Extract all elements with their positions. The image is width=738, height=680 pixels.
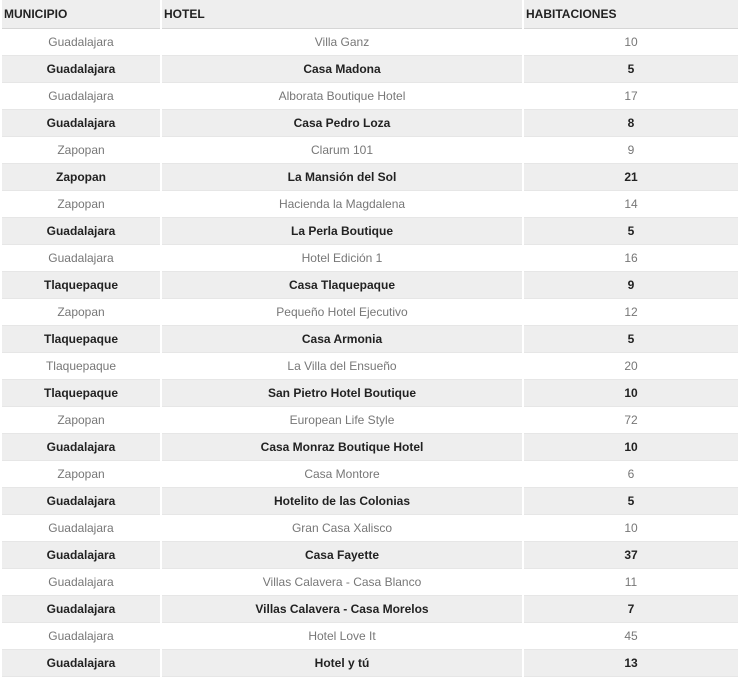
cell-hotel: Casa Armonia bbox=[162, 326, 522, 353]
cell-municipio: Tlaquepaque bbox=[2, 326, 160, 353]
cell-municipio: Guadalajara bbox=[2, 488, 160, 515]
cell-municipio: Zapopan bbox=[2, 407, 160, 434]
cell-habitaciones: 72 bbox=[524, 407, 738, 434]
cell-municipio: Guadalajara bbox=[2, 623, 160, 650]
cell-habitaciones: 10 bbox=[524, 29, 738, 56]
cell-habitaciones: 17 bbox=[524, 83, 738, 110]
cell-municipio: Guadalajara bbox=[2, 56, 160, 83]
cell-municipio: Guadalajara bbox=[2, 434, 160, 461]
cell-hotel: European Life Style bbox=[162, 407, 522, 434]
table-row bbox=[2, 29, 738, 56]
cell-hotel: Villa Ganz bbox=[162, 29, 522, 56]
table-row bbox=[2, 623, 738, 650]
cell-habitaciones: 20 bbox=[524, 353, 738, 380]
cell-municipio: Zapopan bbox=[2, 299, 160, 326]
table-row bbox=[2, 110, 738, 137]
cell-hotel: Casa Montore bbox=[162, 461, 522, 488]
cell-municipio: Zapopan bbox=[2, 461, 160, 488]
cell-hotel: Pequeño Hotel Ejecutivo bbox=[162, 299, 522, 326]
table-row bbox=[2, 407, 738, 434]
cell-hotel: Hotel Love It bbox=[162, 623, 522, 650]
cell-hotel: Casa Pedro Loza bbox=[162, 110, 522, 137]
header-hotel: HOTEL bbox=[162, 0, 522, 29]
table-row bbox=[2, 218, 738, 245]
cell-municipio: Guadalajara bbox=[2, 515, 160, 542]
cell-hotel: Villas Calavera - Casa Blanco bbox=[162, 569, 522, 596]
cell-municipio: Guadalajara bbox=[2, 245, 160, 272]
table-row bbox=[2, 164, 738, 191]
cell-hotel: La Mansión del Sol bbox=[162, 164, 522, 191]
table-row bbox=[2, 434, 738, 461]
cell-habitaciones: 14 bbox=[524, 191, 738, 218]
cell-municipio: Tlaquepaque bbox=[2, 353, 160, 380]
cell-habitaciones: 5 bbox=[524, 56, 738, 83]
cell-habitaciones: 21 bbox=[524, 164, 738, 191]
table-row bbox=[2, 83, 738, 110]
cell-hotel: Villas Calavera - Casa Morelos bbox=[162, 596, 522, 623]
header-row bbox=[2, 0, 738, 29]
table-row bbox=[2, 272, 738, 299]
cell-habitaciones: 10 bbox=[524, 380, 738, 407]
cell-municipio: Guadalajara bbox=[2, 650, 160, 677]
cell-municipio: Guadalajara bbox=[2, 218, 160, 245]
cell-habitaciones: 9 bbox=[524, 272, 738, 299]
cell-habitaciones: 8 bbox=[524, 110, 738, 137]
table-row bbox=[2, 542, 738, 569]
cell-hotel: Hotelito de las Colonias bbox=[162, 488, 522, 515]
table-row bbox=[2, 650, 738, 677]
cell-hotel: La Perla Boutique bbox=[162, 218, 522, 245]
cell-hotel: Alborata Boutique Hotel bbox=[162, 83, 522, 110]
table-row bbox=[2, 488, 738, 515]
cell-habitaciones: 16 bbox=[524, 245, 738, 272]
table-row bbox=[2, 596, 738, 623]
cell-municipio: Zapopan bbox=[2, 191, 160, 218]
cell-hotel: Hotel y tú bbox=[162, 650, 522, 677]
cell-habitaciones: 6 bbox=[524, 461, 738, 488]
cell-hotel: Hotel Edición 1 bbox=[162, 245, 522, 272]
table-row bbox=[2, 461, 738, 488]
header-habitaciones: HABITACIONES bbox=[524, 0, 738, 29]
cell-municipio: Guadalajara bbox=[2, 596, 160, 623]
cell-hotel: San Pietro Hotel Boutique bbox=[162, 380, 522, 407]
cell-hotel: Casa Fayette bbox=[162, 542, 522, 569]
cell-habitaciones: 13 bbox=[524, 650, 738, 677]
cell-hotel: Gran Casa Xalisco bbox=[162, 515, 522, 542]
cell-municipio: Guadalajara bbox=[2, 83, 160, 110]
table-row bbox=[2, 380, 738, 407]
cell-municipio: Tlaquepaque bbox=[2, 272, 160, 299]
cell-municipio: Zapopan bbox=[2, 164, 160, 191]
table-header bbox=[2, 0, 738, 29]
table-body bbox=[2, 29, 738, 677]
table-row bbox=[2, 569, 738, 596]
cell-municipio: Guadalajara bbox=[2, 29, 160, 56]
cell-municipio: Tlaquepaque bbox=[2, 380, 160, 407]
cell-hotel: Casa Madona bbox=[162, 56, 522, 83]
table-row bbox=[2, 191, 738, 218]
cell-habitaciones: 10 bbox=[524, 434, 738, 461]
cell-habitaciones: 5 bbox=[524, 326, 738, 353]
table-row bbox=[2, 299, 738, 326]
cell-hotel: Casa Monraz Boutique Hotel bbox=[162, 434, 522, 461]
table-row bbox=[2, 245, 738, 272]
cell-municipio: Zapopan bbox=[2, 137, 160, 164]
cell-habitaciones: 11 bbox=[524, 569, 738, 596]
table-row bbox=[2, 56, 738, 83]
cell-habitaciones: 9 bbox=[524, 137, 738, 164]
cell-municipio: Guadalajara bbox=[2, 110, 160, 137]
table-row bbox=[2, 326, 738, 353]
cell-habitaciones: 12 bbox=[524, 299, 738, 326]
cell-hotel: La Villa del Ensueño bbox=[162, 353, 522, 380]
cell-habitaciones: 5 bbox=[524, 218, 738, 245]
cell-hotel: Hacienda la Magdalena bbox=[162, 191, 522, 218]
cell-municipio: Guadalajara bbox=[2, 569, 160, 596]
cell-habitaciones: 45 bbox=[524, 623, 738, 650]
cell-hotel: Clarum 101 bbox=[162, 137, 522, 164]
cell-municipio: Guadalajara bbox=[2, 542, 160, 569]
cell-habitaciones: 10 bbox=[524, 515, 738, 542]
table-row bbox=[2, 515, 738, 542]
cell-habitaciones: 5 bbox=[524, 488, 738, 515]
cell-hotel: Casa Tlaquepaque bbox=[162, 272, 522, 299]
table-row bbox=[2, 137, 738, 164]
table-row bbox=[2, 353, 738, 380]
header-municipio: MUNICIPIO bbox=[2, 0, 160, 29]
cell-habitaciones: 37 bbox=[524, 542, 738, 569]
cell-habitaciones: 7 bbox=[524, 596, 738, 623]
